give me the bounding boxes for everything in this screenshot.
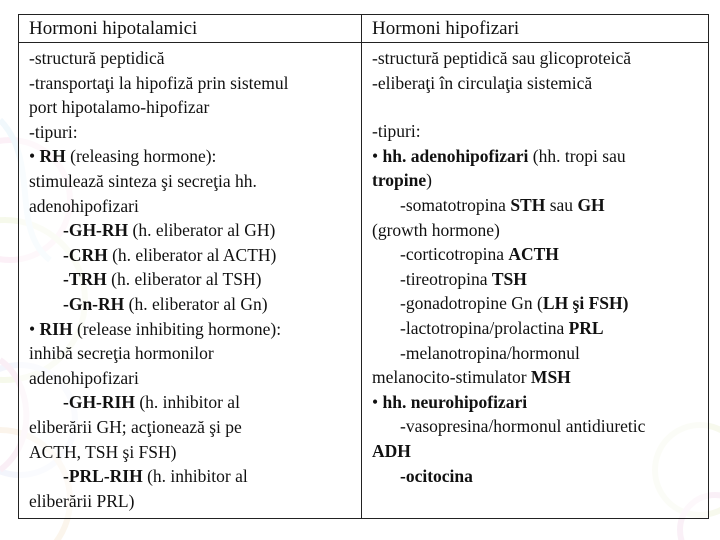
ghrih-line [29, 390, 353, 415]
gnrh-desc: (h. eliberator al Gn) [124, 293, 268, 314]
adh-term: ADH [372, 440, 411, 461]
tropine-line [372, 168, 700, 193]
table-header-row [19, 15, 709, 43]
text-line: -eliberaţi în circulaţia sistemică [372, 72, 593, 93]
neuro-term: hh. neurohipofizari [382, 391, 528, 412]
text-line: -tipuri: [372, 121, 421, 142]
ghrh-term: -GH-RH [63, 220, 129, 241]
text-line: -melanotropina/hormonul [400, 342, 580, 363]
text-line: (growth hormone) [372, 219, 500, 240]
header-hypothalamic: Hormoni hipotalamici [19, 15, 362, 43]
acth-term: ACTH [508, 244, 559, 265]
rih-line [29, 317, 353, 342]
gnrh-line [29, 292, 353, 317]
ghrh-desc: (h. eliberator al GH) [128, 220, 276, 241]
sth-or: sau [545, 194, 578, 215]
cell-hypothalamic [19, 43, 362, 519]
gn-term: LH şi FSH) [542, 293, 629, 314]
text-line: eliberării GH; acţionează şi pe [29, 416, 242, 437]
rh-line [29, 144, 353, 169]
rih-desc: (release inhibiting hormone): [72, 318, 282, 339]
rih-term: RIH [39, 318, 73, 339]
acth-desc: -corticotropina [400, 244, 509, 265]
header-pituitary: Hormoni hipofizari [362, 15, 709, 43]
gh-term: GH [577, 194, 605, 215]
msh-term: MSH [530, 367, 571, 388]
text-line: stimulează sinteza şi secreţia hh. [29, 170, 257, 191]
trh-line [29, 267, 353, 292]
text-line: adenohipofizari [29, 367, 139, 388]
sth-desc: -somatotropina [400, 194, 511, 215]
crh-line [29, 243, 353, 268]
spacer [372, 95, 700, 119]
adeno-desc: (hh. tropi sau [528, 145, 626, 166]
trh-term: -TRH [63, 269, 107, 290]
ghrh-line [29, 218, 353, 243]
cell-pituitary [362, 43, 709, 519]
bullet-icon: • [372, 145, 379, 166]
ocitocina-line [372, 464, 700, 489]
text-line: -vasopresina/hormonul antidiuretic [400, 416, 646, 437]
tropine-close: ) [426, 170, 432, 191]
adeno-term: hh. adenohipofizari [382, 145, 529, 166]
rh-desc: (releasing hormone): [65, 146, 217, 167]
prl-term: PRL [568, 317, 604, 338]
ghrih-desc: (h. inhibitor al [134, 392, 240, 413]
text-line: -transportaţi la hipofiză prin sistemul [29, 72, 289, 93]
text-line: -structură peptidică [29, 48, 165, 68]
text-line: adenohipofizari [29, 195, 139, 216]
adeno-line [372, 144, 700, 169]
tsh-desc: -tireotropina [400, 268, 492, 289]
bullet-icon: • [29, 318, 36, 339]
text-line: -tipuri: [29, 121, 78, 142]
msh-line [372, 365, 700, 390]
text-line: -structură peptidică sau glicoproteică [372, 48, 631, 68]
tsh-line [372, 267, 700, 292]
tropine-term: tropine [372, 170, 427, 191]
prlrih-line [29, 464, 353, 489]
ghrih-term: -GH-RIH [63, 392, 135, 413]
table-body-row [19, 43, 709, 519]
prl-desc: -lactotropina/prolactina [400, 317, 569, 338]
bullet-icon: • [29, 146, 36, 167]
prl-line [372, 316, 700, 341]
text-line: ACTH, TSH şi FSH) [29, 441, 177, 462]
ocitocina-term: -ocitocina [400, 465, 473, 486]
crh-desc: (h. eliberator al ACTH) [107, 244, 277, 265]
trh-desc: (h. eliberator al TSH) [106, 269, 262, 290]
adh-line [372, 439, 700, 464]
text-line: inhibă secreţia hormonilor [29, 343, 214, 364]
text-line: port hipotalamo-hipofizar [29, 97, 210, 118]
gn-line [372, 291, 700, 316]
sth-line [372, 193, 700, 218]
bullet-icon: • [372, 391, 379, 412]
prlrih-desc: (h. inhibitor al [142, 466, 248, 487]
gn-desc: -gonadotropine Gn ( [400, 293, 543, 314]
tsh-term: TSH [491, 268, 527, 289]
crh-term: -CRH [63, 244, 108, 265]
hormones-table [18, 14, 709, 519]
prlrih-term: -PRL-RIH [63, 466, 143, 487]
text-line: eliberării PRL) [29, 490, 135, 511]
gnrh-term: -Gn-RH [63, 293, 125, 314]
rh-term: RH [39, 146, 66, 167]
neuro-line [372, 390, 700, 415]
msh-desc: melanocito-stimulator [372, 367, 531, 388]
acth-line [372, 242, 700, 267]
sth-term: STH [510, 194, 546, 215]
